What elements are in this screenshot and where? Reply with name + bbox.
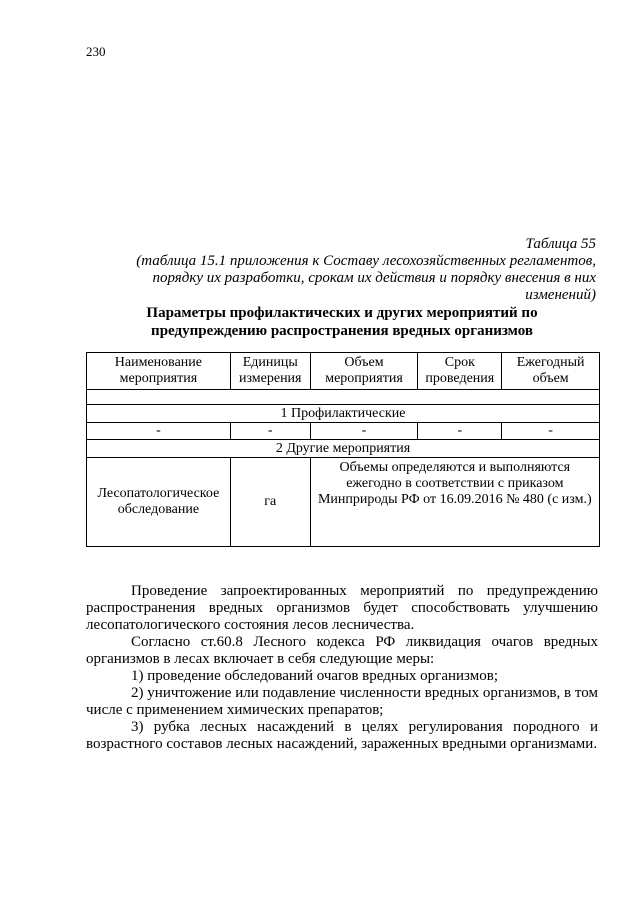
header-cell-unit: Единицы измерения bbox=[230, 353, 310, 390]
table-row bbox=[87, 458, 600, 547]
measure-unit-cell: га bbox=[230, 458, 310, 547]
measure-name-cell: Лесопатологическое обследование bbox=[87, 458, 231, 547]
list-item: 1) проведение обследований очагов вредных организмов; bbox=[131, 668, 498, 684]
header-cell-term: Срок проведения bbox=[418, 353, 502, 390]
list-item: 2) уничтожение или подавление численности вредных организмов, в том числе с применением химических препаратов; bbox=[86, 685, 598, 718]
list-item: 3) рубка лесных насаждений в целях регулирования породного и возрастного составов лесных насаждений, зараженных вредными организмами. bbox=[86, 719, 598, 752]
header-cell-name: Наименование мероприятия bbox=[87, 353, 231, 390]
table-empty-row bbox=[87, 390, 600, 405]
paragraph: Согласно ст.60.8 Лесного кодекса РФ ликвидация очагов вредных организмов в лесах включает в себя следующие меры: bbox=[86, 634, 598, 667]
title-line: предупреждению распространения вредных организмов bbox=[151, 323, 533, 339]
body-text bbox=[86, 583, 598, 753]
caption-line: изменений) bbox=[525, 287, 596, 303]
paragraph: Проведение запроектированных мероприятий по предупреждению распространения вредных организмов будет способствовать улучшению лесопатологического состояния лесов лесничества. bbox=[86, 583, 598, 633]
table-cell: - bbox=[87, 423, 231, 440]
section-title-other: 2 Другие мероприятия bbox=[87, 440, 600, 458]
header-cell-annual: Ежегодный объем bbox=[502, 353, 600, 390]
measures-table bbox=[86, 352, 600, 547]
table-cell: - bbox=[230, 423, 310, 440]
header-cell-volume: Объем мероприятия bbox=[310, 353, 418, 390]
empty-cell bbox=[87, 390, 600, 405]
section-row bbox=[87, 440, 600, 458]
table-cell: - bbox=[310, 423, 418, 440]
page-number: 230 bbox=[86, 44, 106, 59]
section-title-preventive: 1 Профилактические bbox=[87, 405, 600, 423]
table-cell: - bbox=[502, 423, 600, 440]
table-title bbox=[86, 304, 598, 340]
table-cell: - bbox=[418, 423, 502, 440]
table-header-row bbox=[87, 353, 600, 390]
section-row bbox=[87, 405, 600, 423]
title-line: Параметры профилактических и других мероприятий по bbox=[146, 305, 538, 321]
measure-volume-cell: Объемы определяются и выполняются ежегодно в соответствии с приказом Минприроды РФ от 16.09.2016 № 480 (с изм.) bbox=[310, 458, 599, 547]
table-row bbox=[87, 423, 600, 440]
caption-line: порядку их разработки, срокам их действия и порядку внесения в них bbox=[152, 270, 596, 286]
caption-line: (таблица 15.1 приложения к Составу лесохозяйственных регламентов, bbox=[136, 253, 596, 269]
caption-table-number: Таблица 55 bbox=[525, 236, 596, 252]
table-caption bbox=[110, 236, 596, 304]
